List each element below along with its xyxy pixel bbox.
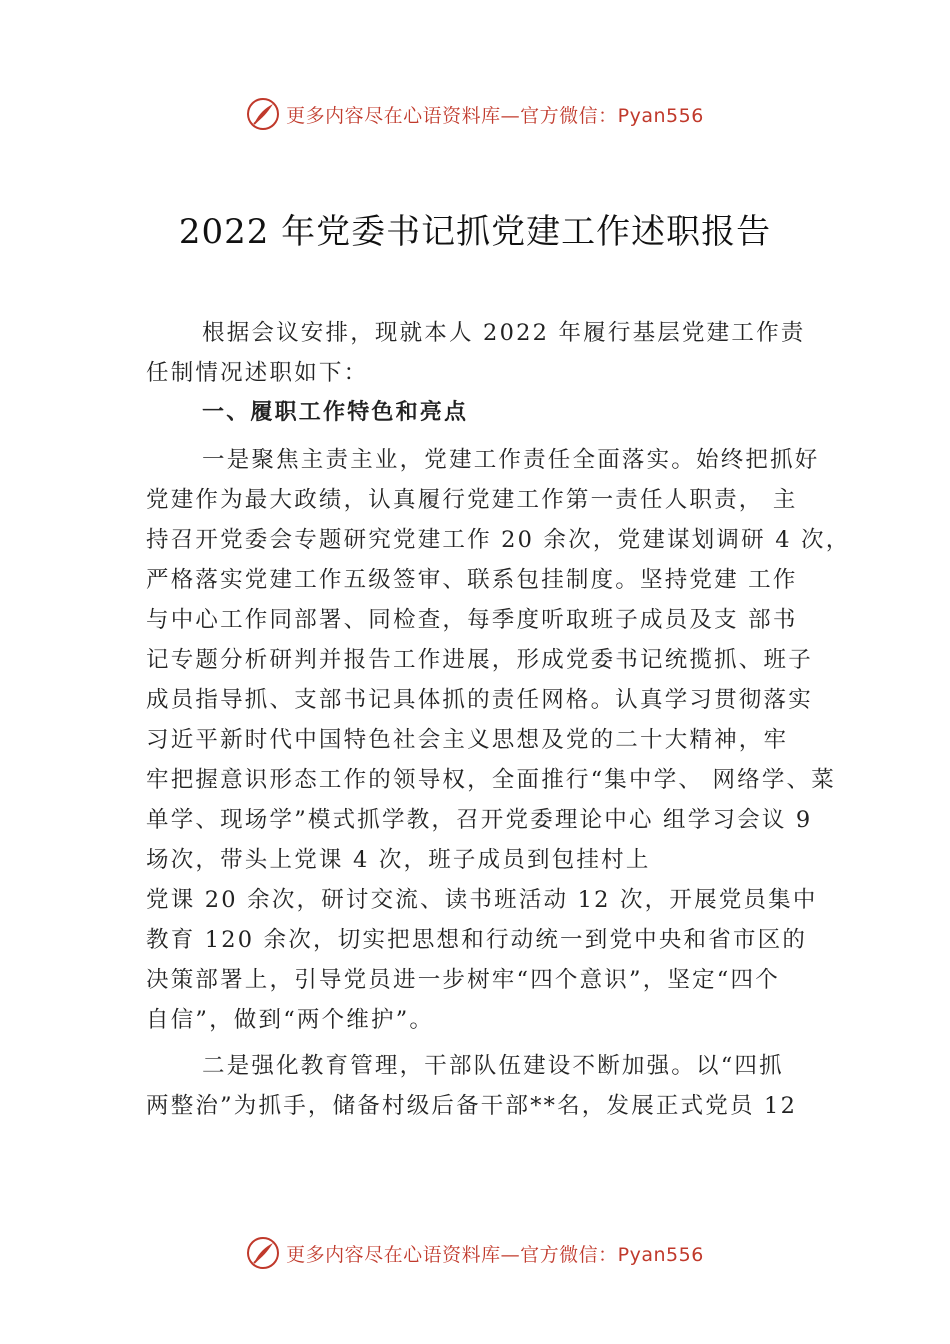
text-line: 与中心工作同部署、同检查，每季度听取班子成员及支 部书	[146, 607, 798, 633]
document-title: 2022 年党委书记抓党建工作述职报告	[178, 212, 772, 252]
watermark-text: 更多内容尽在心语资料库—官方微信：Pyan556	[286, 1243, 704, 1266]
text-line: 持召开党委会专题研究党建工作 20 余次，党建谋划调研 4 次，	[146, 527, 851, 553]
text-line: 任制情况述职如下：	[146, 360, 369, 386]
intro-paragraph	[146, 313, 836, 393]
text-line: 党课 20 余次，研讨交流、读书班活动 12 次，开展党员集中	[146, 887, 818, 913]
text-line: 牢把握意识形态工作的领导权，全面推行“集中学、 网络学、菜	[146, 767, 836, 793]
paragraph-2	[146, 1046, 836, 1126]
section-heading: 一、履职工作特色和亮点	[202, 400, 469, 425]
text-line: 根据会议安排，现就本人 2022 年履行基层党建工作责	[202, 320, 806, 346]
watermark-banner-bottom	[0, 1233, 950, 1273]
text-line: 单学、现场学”模式抓学教，召开党委理论中心 组学习会议 9	[146, 807, 813, 833]
watermark-text: 更多内容尽在心语资料库—官方微信：Pyan556	[286, 104, 704, 127]
text-line: 场次，带头上党课 4 次，班子成员到包挂村上	[146, 847, 651, 873]
text-line: 两整治”为抓手，储备村级后备干部**名，发展正式党员 12	[146, 1093, 798, 1119]
watermark-banner-top	[0, 94, 950, 134]
paragraph-1	[146, 440, 851, 1040]
quill-logo-icon	[246, 97, 280, 131]
text-line: 成员指导抓、支部书记具体抓的责任网格。认真学习贯彻落实	[146, 687, 813, 713]
text-line: 严格落实党建工作五级签审、联系包挂制度。坚持党建 工作	[146, 567, 798, 593]
text-line: 决策部署上，引导党员进一步树牢“四个意识”，坚定“四个	[146, 967, 780, 993]
text-line: 教育 120 余次，切实把思想和行动统一到党中央和省市区的	[146, 927, 808, 953]
text-line: 自信”，做到“两个维护”。	[146, 1007, 435, 1033]
text-line: 党建作为最大政绩，认真履行党建工作第一责任人职责， 主	[146, 487, 798, 513]
quill-logo-icon	[246, 1236, 280, 1270]
text-line: 二是强化教育管理，干部队伍建设不断加强。以“四抓	[202, 1053, 784, 1079]
text-line: 习近平新时代中国特色社会主义思想及党的二十大精神，牢	[146, 727, 789, 753]
text-line: 一是聚焦主责主业，党建工作责任全面落实。始终把抓好	[202, 447, 820, 473]
text-line: 记专题分析研判并报告工作进展，形成党委书记统揽抓、班子	[146, 647, 813, 673]
